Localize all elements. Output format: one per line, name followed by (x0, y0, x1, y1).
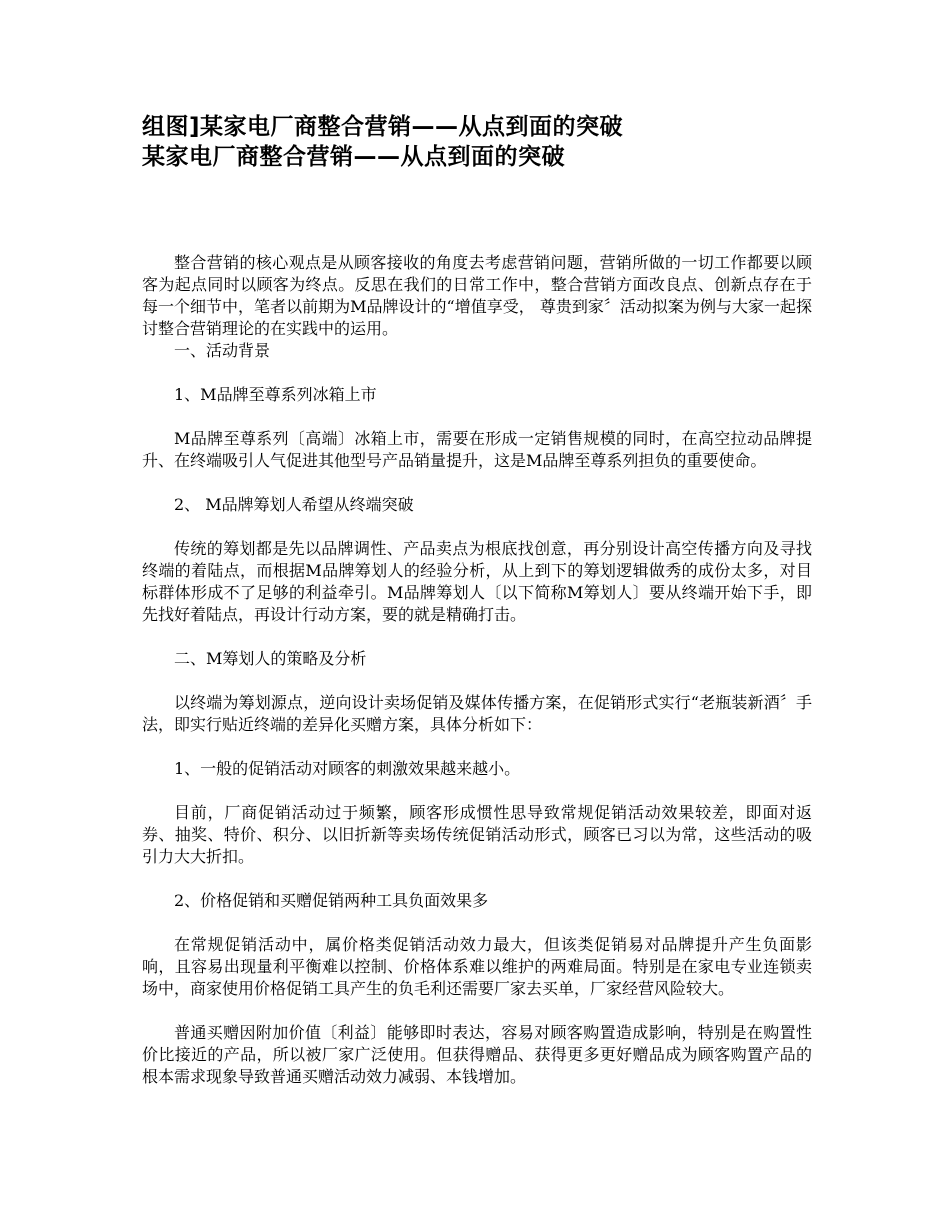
subheading-negative-effects: 2、价格促销和买赠促销两种工具负面效果多 (174, 891, 489, 910)
paragraph-price-promotion: 在常规促销活动中，属价格类促销活动效力最大，但该类促销易对品牌提升产生负面影响，且容易出现量利平衡难以控制、价格体系难以维护的两难局面。特别是在家电专业连锁卖场中，商家使用价格促销工具产生的负毛利还需要厂家去买单，厂家经营风险较大。 (142, 935, 812, 998)
paragraph-terminal-breakthrough: 传统的筹划都是先以品牌调性、产品卖点为根底找创意，再分别设计高空传播方向及寻找终端的着陆点，而根据M品牌筹划人的经验分析，从上到下的筹划逻辑做秀的成份太多，对目标群体形成不了足够的利益牵引。M品牌筹划人〔以下简称M筹划人〕要从终端开始下手，即先找好着陆点，再设计行动方案，要的就是精确打击。 (142, 539, 812, 624)
paragraph-promotion-effect: 目前，厂商促销活动过于频繁，顾客形成惯性思导致常规促销活动效果较差，即面对返券、抽奖、特价、积分、以旧折新等卖场传统促销活动形式，顾客已习以为常，这些活动的吸引力大大折扣。 (142, 803, 812, 866)
section-heading-strategy: 二、M筹划人的策略及分析 (174, 649, 367, 668)
subheading-product-launch: 1、M品牌至尊系列冰箱上市 (174, 385, 377, 404)
paragraph-gift-promotion: 普通买赠因附加价值〔利益〕能够即时表达，容易对顾客购置造成影响，特别是在购置性价比接近的产品，所以被厂家广泛使用。但获得赠品、获得更多更好赠品成为顾客购置产品的根本需求现象导致普通买赠活动效力减弱、本钱增加。 (142, 1023, 812, 1086)
document-title-line-2: 某家电厂商整合营销——从点到面的突破 (142, 144, 565, 170)
document-title-line-1: 组图]某家电厂商整合营销——从点到面的突破 (142, 114, 624, 140)
section-heading-background: 一、活动背景 (174, 341, 271, 360)
document-body (142, 252, 812, 1088)
subheading-terminal-breakthrough: 2、 M品牌筹划人希望从终端突破 (174, 495, 414, 514)
paragraph-product-launch: M品牌至尊系列〔高端〕冰箱上市，需要在形成一定销售规模的同时，在高空拉动品牌提升、在终端吸引人气促进其他型号产品销量提升，这是M品牌至尊系列担负的重要使命。 (142, 429, 812, 470)
paragraph-strategy: 以终端为筹划源点，逆向设计卖场促销及媒体传播方案，在促销形式实行“老瓶装新酒〞手法，即实行贴近终端的差异化买赠方案，具体分析如下： (142, 693, 812, 734)
intro-paragraph: 整合营销的核心观点是从顾客接收的角度去考虑营销问题，营销所做的一切工作都要以顾客为起点同时以顾客为终点。反思在我们的日常工作中，整合营销方面改良点、创新点存在于每一个细节中，笔者以前期为M品牌设计的“增值享受， 尊贵到家〞活动拟案为例与大家一起探讨整合营销理论的在实践中的运用。 (142, 253, 812, 338)
document-page (142, 112, 812, 1088)
subheading-promotion-effect: 1、一般的促销活动对顾客的刺激效果越来越小。 (174, 759, 521, 778)
